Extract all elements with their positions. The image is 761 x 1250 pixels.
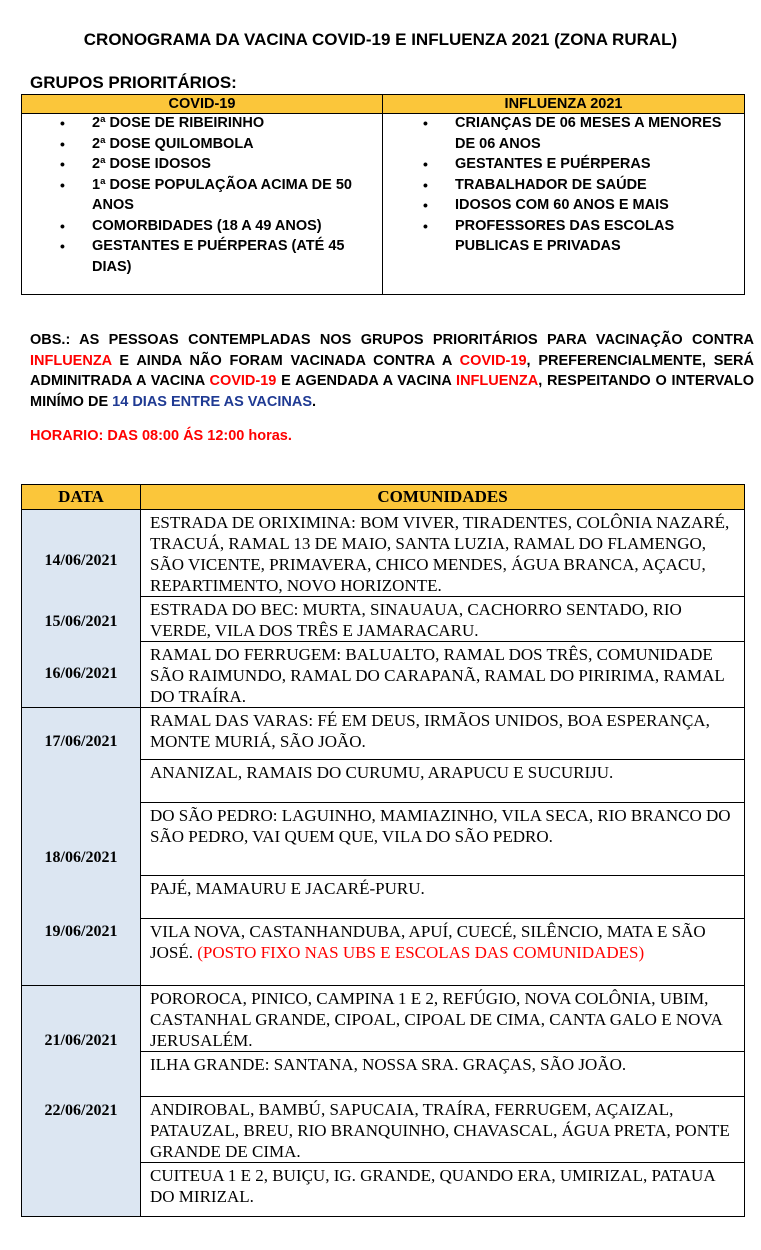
list-item: • CRIANÇAS DE 06 MESES A MENORES DE 06 ANOS — [383, 113, 735, 154]
list-item: • GESTANTES E PUÉRPERAS — [383, 154, 735, 175]
list-item: • IDOSOS COM 60 ANOS E MAIS — [383, 195, 735, 216]
list-item: • 2ª DOSE QUILOMBOLA — [22, 134, 372, 155]
date-label: 18/06/2021 — [44, 849, 118, 866]
communities-cell: CUITEUA 1 E 2, BUIÇU, IG. GRANDE, QUANDO ERA, UMIRIZAL, PATAUA DO MIRIZAL. — [141, 1163, 745, 1217]
obs-covid-highlight: COVID-19 — [209, 373, 277, 389]
observation-note — [30, 330, 754, 412]
date-label: 22/06/2021 — [44, 1102, 118, 1119]
communities-cell: DO SÃO PEDRO: LAGUINHO, MAMIAZINHO, VILA SECA, RIO BRANCO DO SÃO PEDRO, VAI QUEM QUE, VILA DO SÃO PEDRO. — [141, 803, 745, 876]
communities-cell: PAJÉ, MAMAURU E JACARÉ-PURU. — [141, 876, 745, 919]
communities-cell: ANANIZAL, RAMAIS DO CURUMU, ARAPUCU E SUCURIJU. — [141, 760, 745, 803]
date-label: 19/06/2021 — [44, 923, 118, 940]
communities-cell: ILHA GRANDE: SANTANA, NOSSA SRA. GRAÇAS, SÃO JOÃO. — [141, 1052, 745, 1097]
date-label: 16/06/2021 — [44, 665, 118, 682]
communities-cell: ESTRADA DE ORIXIMINA: BOM VIVER, TIRADENTES, COLÔNIA NAZARÉ, TRACUÁ, RAMAL 13 DE MAIO, SANTA LUZIA, RAMAL DO FLAMENGO, SÃO VICENTE, PRIMAVERA, CHICO MENDES, ÁGUA BRANCA, AÇACU, REPARTIMENTO, NOVO HORIZONTE. — [141, 510, 745, 597]
date-column-header: DATA — [22, 485, 141, 510]
date-label: 21/06/2021 — [44, 1032, 118, 1049]
date-label: 15/06/2021 — [44, 613, 118, 630]
obs-influenza-highlight: INFLUENZA — [30, 352, 112, 369]
obs-interval-highlight: 14 DIAS ENTRE AS VACINAS — [112, 393, 312, 410]
communities-column-header: COMUNIDADES — [141, 485, 745, 510]
communities-text: VILA NOVA, CASTANHANDUBA, APUÍ, CUECÉ, SILÊNCIO, MATA E SÃO JOSÉ. — [150, 922, 706, 962]
date-cell-group — [22, 510, 141, 708]
communities-cell: POROROCA, PINICO, CAMPINA 1 E 2, REFÚGIO, NOVA COLÔNIA, UBIM, CASTANHAL GRANDE, CIPOAL, CIPOAL DE CIMA, CANTA GALO E NOVA JERUSALÉM. — [141, 986, 745, 1052]
list-item: • PROFESSORES DAS ESCOLAS PUBLICAS E PRIVADAS — [383, 216, 735, 257]
date-cell-group — [22, 986, 141, 1217]
obs-text: , PREFERENCIALMENTE, SERÁ ADMINITRADA A VACINA — [30, 352, 754, 389]
obs-covid-highlight: COVID-19 — [459, 352, 527, 369]
obs-influenza-highlight: INFLUENZA — [456, 373, 539, 389]
groups-heading: GRUPOS PRIORITÁRIOS: — [30, 73, 237, 92]
influenza-column-header: INFLUENZA 2021 — [383, 95, 745, 114]
obs-text: E AINDA NÃO FORAM VACINADA CONTRA A — [111, 352, 460, 369]
list-item: • GESTANTES E PUÉRPERAS (ATÉ 45 DIAS) — [22, 236, 372, 277]
communities-cell: RAMAL DAS VARAS: FÉ EM DEUS, IRMÃOS UNIDOS, BOA ESPERANÇA, MONTE MURIÁ, SÃO JOÃO. — [141, 708, 745, 760]
covid-column-header: COVID-19 — [22, 95, 383, 114]
vaccination-hours: HORARIO: DAS 08:00 ÁS 12:00 horas. — [30, 428, 292, 444]
list-item: • TRABALHADOR DE SAÚDE — [383, 175, 735, 196]
priority-groups-table — [21, 94, 745, 295]
obs-text: , RESPEITANDO O INTERVALO MINÍMO DE — [30, 373, 754, 410]
obs-text: OBS.: AS PESSOAS CONTEMPLADAS NOS GRUPOS PRIORITÁRIOS PARA VACINAÇÃO CONTRA — [30, 332, 754, 348]
date-label: 17/06/2021 — [44, 733, 118, 750]
fixed-post-note: (POSTO FIXO NAS UBS E ESCOLAS DAS COMUNIDADES) — [197, 943, 645, 962]
obs-text: E AGENDADA A VACINA — [276, 373, 457, 389]
date-cell-group — [22, 708, 141, 986]
communities-cell — [141, 919, 745, 986]
list-item: • 1ª DOSE POPULAÇÃOA ACIMA DE 50 ANOS — [22, 175, 372, 216]
list-item: • 2ª DOSE IDOSOS — [22, 154, 372, 175]
list-item: • COMORBIDADES (18 A 49 ANOS) — [22, 216, 372, 237]
communities-cell: RAMAL DO FERRUGEM: BALUALTO, RAMAL DOS TRÊS, COMUNIDADE SÃO RAIMUNDO, RAMAL DO CARAPANÃ, RAMAL DO PIRIRIMA, RAMAL DO TRAÍRA. — [141, 642, 745, 708]
influenza-group-list — [383, 113, 744, 257]
obs-text: . — [312, 393, 317, 410]
communities-cell: ESTRADA DO BEC: MURTA, SINAUAUA, CACHORRO SENTADO, RIO VERDE, VILA DOS TRÊS E JAMARACARU. — [141, 597, 745, 642]
list-item: • 2ª DOSE DE RIBEIRINHO — [22, 113, 372, 134]
covid-group-list — [22, 113, 382, 277]
date-label: 14/06/2021 — [44, 552, 118, 569]
communities-cell: ANDIROBAL, BAMBÚ, SAPUCAIA, TRAÍRA, FERRUGEM, AÇAIZAL, PATAUZAL, BREU, RIO BRANQUINHO, CHAVASCAL, ÁGUA PRETA, PONTE GRANDE DE CIMA. — [141, 1097, 745, 1163]
schedule-table — [21, 484, 745, 1217]
page-title: CRONOGRAMA DA VACINA COVID-19 E INFLUENZA 2021 (ZONA RURAL) — [83, 30, 678, 49]
